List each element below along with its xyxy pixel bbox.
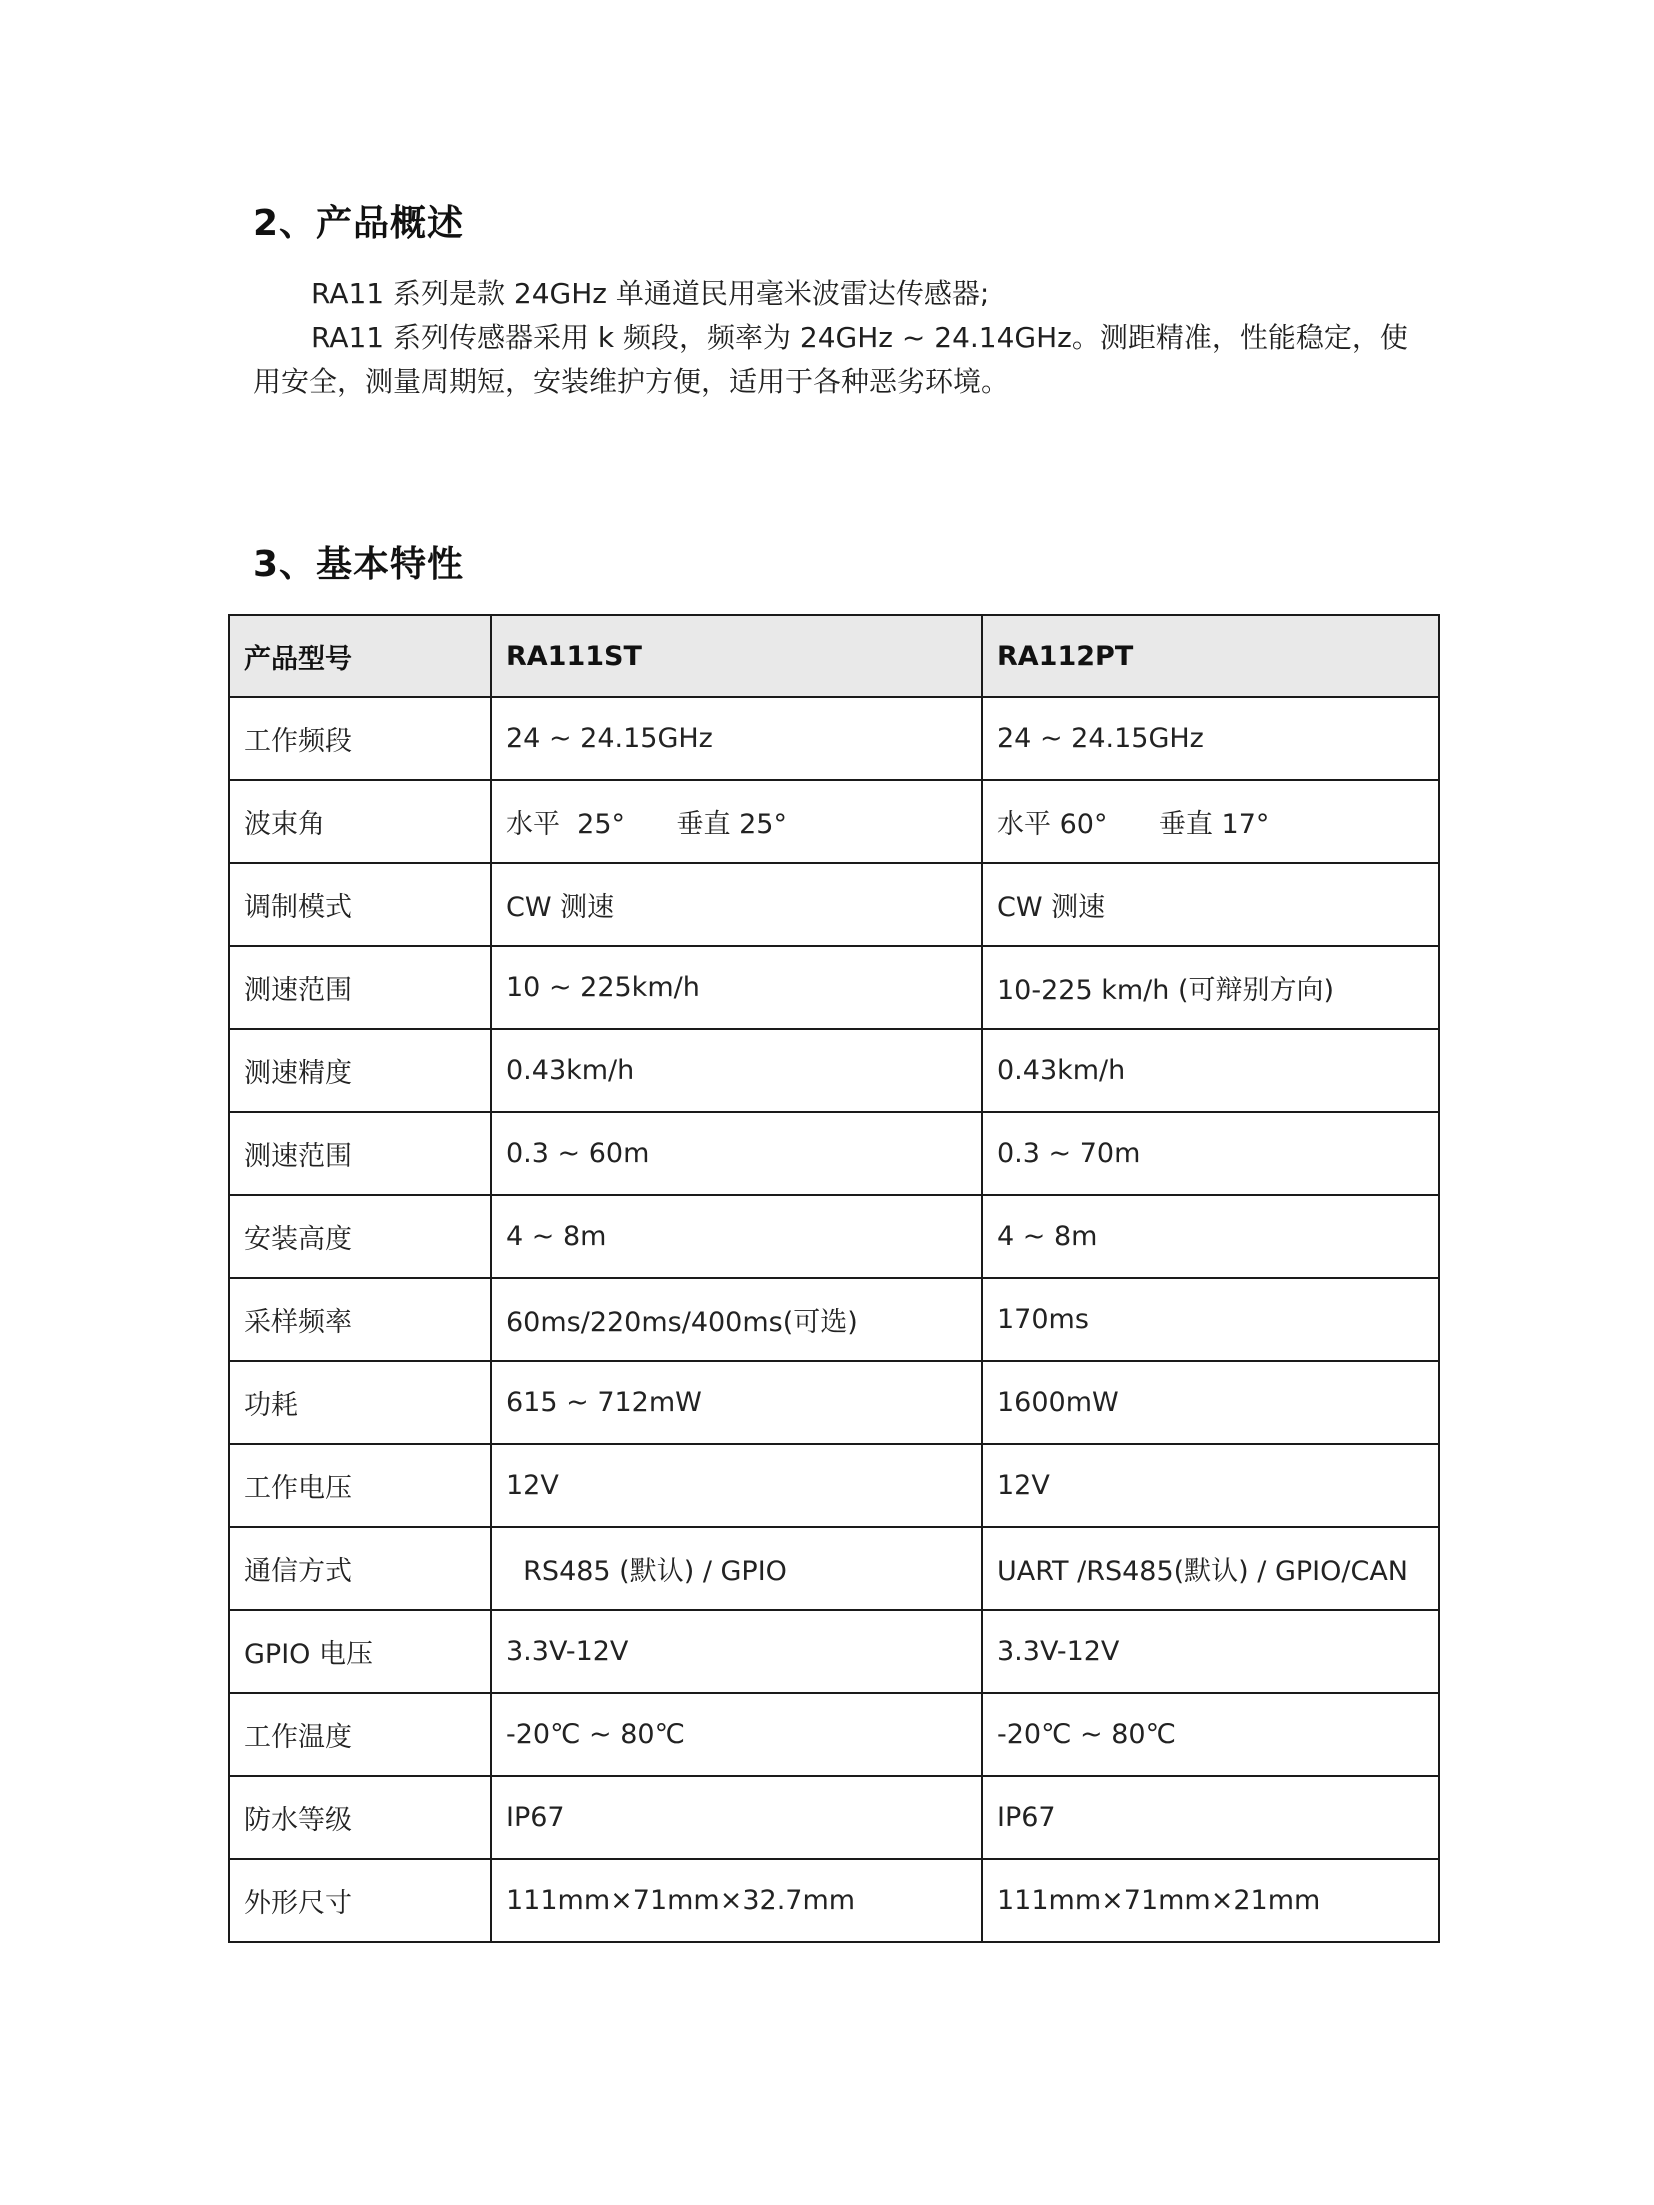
cell-ra111st: 111mm×71mm×32.7mm [491, 1859, 982, 1942]
header-cell-ra111st: RA111ST [491, 615, 982, 697]
table-row [229, 863, 1439, 946]
cell-ra111st: RS485 (默认) / GPIO [491, 1527, 982, 1610]
cell-ra111st: 4 ~ 8m [491, 1195, 982, 1278]
section-heading-basic-properties: 3、基本特性 [253, 544, 465, 585]
cell-ra111st: 615 ~ 712mW [491, 1361, 982, 1444]
cell-ra111st: 0.3 ~ 60m [491, 1112, 982, 1195]
row-label-cell: 功耗 [229, 1361, 491, 1444]
row-label-cell: 外形尺寸 [229, 1859, 491, 1942]
table-row [229, 1610, 1439, 1693]
cell-ra111st: IP67 [491, 1776, 982, 1859]
table-header-row [229, 615, 1439, 697]
table-row [229, 780, 1439, 863]
row-label-cell: 工作温度 [229, 1693, 491, 1776]
header-cell-model-label: 产品型号 [229, 615, 491, 697]
overview-paragraph-2 [253, 316, 1413, 404]
row-label-cell: GPIO 电压 [229, 1610, 491, 1693]
row-label-cell: 调制模式 [229, 863, 491, 946]
header-cell-ra112pt: RA112PT [982, 615, 1439, 697]
overview-paragraph-1 [253, 272, 1413, 316]
table-row [229, 1776, 1439, 1859]
cell-ra112pt: 水平 60° 垂直 17° [982, 780, 1439, 863]
table-row [229, 1112, 1439, 1195]
table-row [229, 1278, 1439, 1361]
row-label-cell: 安装高度 [229, 1195, 491, 1278]
row-label-cell: 测速范围 [229, 946, 491, 1029]
row-label-cell: 测速精度 [229, 1029, 491, 1112]
table-row [229, 1527, 1439, 1610]
cell-ra111st: 12V [491, 1444, 982, 1527]
cell-ra111st: 0.43km/h [491, 1029, 982, 1112]
cell-ra111st: 60ms/220ms/400ms(可选) [491, 1278, 982, 1361]
row-label-cell: 工作频段 [229, 697, 491, 780]
table-row [229, 1361, 1439, 1444]
table-row [229, 1444, 1439, 1527]
table-row [229, 1195, 1439, 1278]
overview-paragraph-2-text: RA11 系列传感器采用 k 频段，频率为 24GHz ~ 24.14GHz。测距精准，性能稳定，使用安全，测量周期短，安装维护方便，适用于各种恶劣环境。 [253, 321, 1408, 398]
cell-ra112pt: 24 ~ 24.15GHz [982, 697, 1439, 780]
cell-ra112pt: CW 测速 [982, 863, 1439, 946]
cell-ra111st: CW 测速 [491, 863, 982, 946]
table-header [229, 615, 1439, 697]
row-label-cell: 测速范围 [229, 1112, 491, 1195]
cell-ra112pt: 170ms [982, 1278, 1439, 1361]
section-heading-overview: 2、产品概述 [253, 203, 465, 244]
cell-ra111st: 水平 25° 垂直 25° [491, 780, 982, 863]
cell-ra112pt: 3.3V-12V [982, 1610, 1439, 1693]
table-row [229, 1859, 1439, 1942]
row-label-cell: 工作电压 [229, 1444, 491, 1527]
cell-ra112pt: -20℃ ~ 80℃ [982, 1693, 1439, 1776]
cell-ra112pt: UART /RS485(默认) / GPIO/CAN [982, 1527, 1439, 1610]
overview-paragraph-1-text: RA11 系列是款 24GHz 单通道民用毫米波雷达传感器; [311, 277, 990, 310]
row-label-cell: 采样频率 [229, 1278, 491, 1361]
cell-ra112pt: 12V [982, 1444, 1439, 1527]
cell-ra111st: 3.3V-12V [491, 1610, 982, 1693]
table-row [229, 1693, 1439, 1776]
table-row [229, 946, 1439, 1029]
row-label-cell: 防水等级 [229, 1776, 491, 1859]
cell-ra111st: -20℃ ~ 80℃ [491, 1693, 982, 1776]
cell-ra112pt: 0.43km/h [982, 1029, 1439, 1112]
table-row [229, 697, 1439, 780]
cell-ra111st: 24 ~ 24.15GHz [491, 697, 982, 780]
cell-ra112pt: IP67 [982, 1776, 1439, 1859]
table-row [229, 1029, 1439, 1112]
cell-ra112pt: 4 ~ 8m [982, 1195, 1439, 1278]
row-label-cell: 波束角 [229, 780, 491, 863]
cell-ra112pt: 10-225 km/h (可辩别方向) [982, 946, 1439, 1029]
cell-ra112pt: 1600mW [982, 1361, 1439, 1444]
cell-ra111st: 10 ~ 225km/h [491, 946, 982, 1029]
cell-ra112pt: 111mm×71mm×21mm [982, 1859, 1439, 1942]
cell-ra112pt: 0.3 ~ 70m [982, 1112, 1439, 1195]
specification-table [228, 614, 1440, 1943]
row-label-cell: 通信方式 [229, 1527, 491, 1610]
table-body [229, 697, 1439, 1942]
